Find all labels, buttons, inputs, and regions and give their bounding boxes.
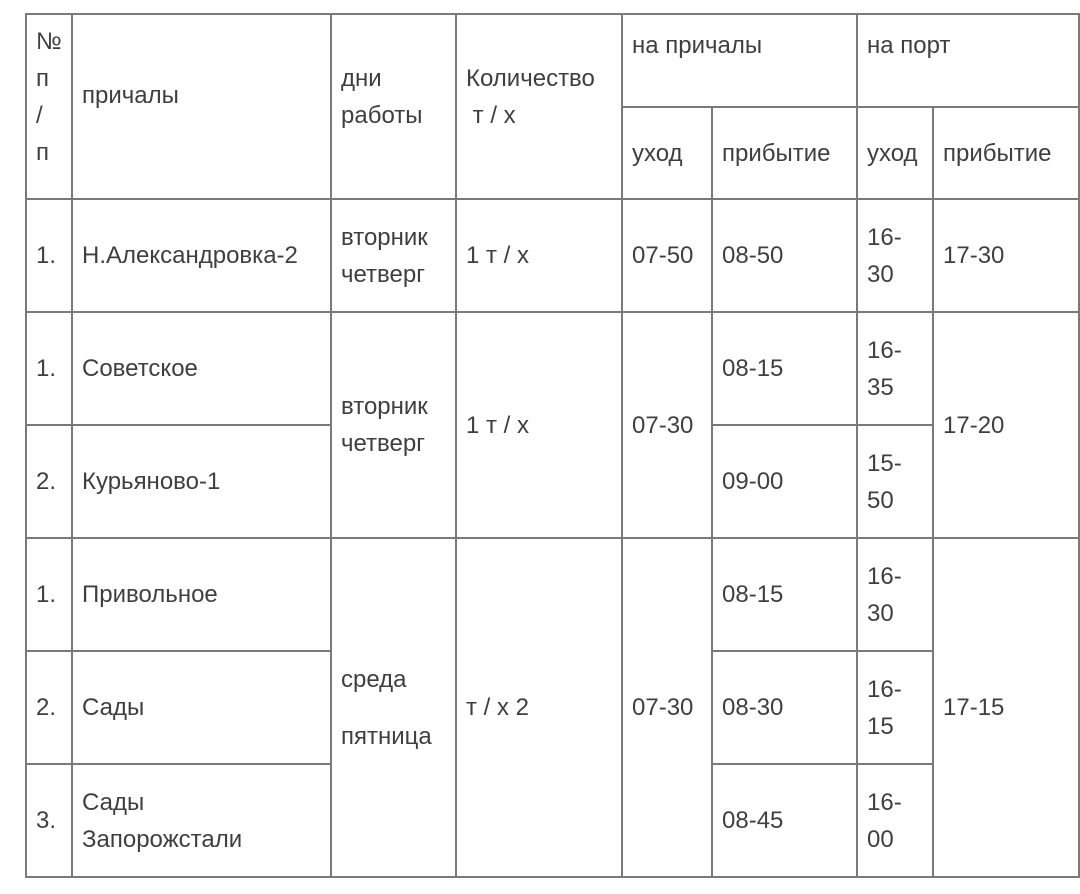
schedule-table	[25, 13, 1080, 878]
row-number	[26, 538, 72, 651]
departure-to-port-line: 50	[867, 486, 894, 514]
header-count	[456, 14, 622, 199]
departure-to-port-line: 30	[867, 599, 894, 627]
departure-to-port-line: 16-	[867, 336, 902, 364]
berth-name-text: Сады	[82, 694, 145, 721]
departure-to-port-line: 16-	[867, 788, 902, 816]
header-departure-port	[857, 107, 933, 199]
header-berths-label: причалы	[82, 82, 179, 109]
departure-to-port	[857, 538, 933, 651]
arrival-at-port-text: 17-15	[943, 694, 1005, 721]
table-row	[26, 199, 1079, 312]
departure-to-port-line: 15	[867, 712, 894, 740]
table-row	[26, 538, 1079, 651]
header-number-cell	[26, 14, 72, 199]
ship-count-text: 1 т / х	[466, 411, 530, 439]
berth-name	[72, 425, 331, 538]
arrival-at-berth	[712, 651, 857, 764]
header-departure-label: уход	[632, 139, 683, 167]
departure-to-berths	[622, 199, 712, 312]
berth-name-text: Сады Запорожстали	[82, 788, 243, 853]
ship-count	[456, 538, 622, 877]
arrival-at-port-text: 17-20	[943, 411, 1005, 439]
header-days-line: дни	[341, 65, 382, 92]
header-arrival-label: прибытие	[943, 139, 1052, 167]
row-number-text: 1.	[36, 242, 57, 269]
arrival-at-port	[933, 199, 1079, 312]
row-number	[26, 199, 72, 312]
work-day: четверг	[341, 430, 425, 457]
header-row-1	[26, 14, 1079, 107]
departure-to-port	[857, 199, 933, 312]
departure-to-port-line: 16-	[867, 675, 902, 703]
arrival-at-berth	[712, 199, 857, 312]
work-days	[331, 199, 456, 312]
arrival-at-berth	[712, 425, 857, 538]
row-number	[26, 425, 72, 538]
arrival-at-berth	[712, 312, 857, 425]
arrival-at-port	[933, 312, 1079, 538]
header-to-port	[857, 14, 1079, 107]
header-departure-berths	[622, 107, 712, 199]
arrival-at-berth-text: 08-50	[722, 242, 784, 269]
header-departure-label: уход	[867, 139, 918, 167]
header-arrival-port	[933, 107, 1079, 199]
berth-name	[72, 538, 331, 651]
work-day: вторник	[341, 393, 428, 420]
ship-count-text: т / х 2	[466, 694, 530, 721]
row-number	[26, 312, 72, 425]
header-num-line: /	[36, 102, 43, 129]
departure-to-port-line: 35	[867, 373, 894, 401]
header-days	[331, 14, 456, 199]
header-num-line: №	[36, 28, 62, 55]
ship-count	[456, 312, 622, 538]
arrival-at-berth	[712, 764, 857, 877]
berth-name-text: Привольное	[82, 581, 218, 608]
arrival-at-berth	[712, 538, 857, 651]
arrival-at-berth-text: 08-30	[722, 694, 784, 721]
header-to-berths	[622, 14, 857, 107]
row-number-text: 2.	[36, 694, 57, 721]
arrival-at-berth-text: 09-00	[722, 468, 784, 495]
berth-name	[72, 651, 331, 764]
departure-to-berths-text: 07-30	[632, 411, 694, 439]
departure-to-berths	[622, 538, 712, 877]
arrival-at-berth-text: 08-15	[722, 355, 784, 382]
departure-to-port	[857, 651, 933, 764]
work-day: среда	[341, 665, 407, 693]
departure-to-port	[857, 425, 933, 538]
departure-to-port-line: 16-	[867, 562, 902, 590]
berth-name-text: Курьяново-1	[82, 468, 221, 495]
arrival-at-port-text: 17-30	[943, 242, 1005, 269]
work-days	[331, 312, 456, 538]
header-to-berths-label: на причалы	[632, 32, 763, 59]
header-days-line: работы	[341, 102, 423, 129]
work-days	[331, 538, 456, 877]
header-arrival-berths	[712, 107, 857, 199]
header-berths	[72, 14, 331, 199]
departure-to-port-line: 30	[867, 260, 894, 288]
departure-to-berths	[622, 312, 712, 538]
departure-to-port	[857, 764, 933, 877]
berth-name	[72, 764, 331, 877]
row-number-text: 1.	[36, 355, 57, 382]
berth-name	[72, 199, 331, 312]
work-day: пятница	[341, 722, 432, 750]
row-number	[26, 651, 72, 764]
departure-to-berths-text: 07-30	[632, 694, 694, 721]
header-count-line: Количество	[466, 65, 595, 92]
header-to-port-label: на порт	[867, 32, 951, 59]
departure-to-port-line: 00	[867, 825, 894, 853]
row-number-text: 1.	[36, 581, 57, 608]
header-num-line: п	[36, 139, 49, 166]
ship-count	[456, 199, 622, 312]
header-arrival-label: прибытие	[722, 139, 831, 167]
berth-name-text: Н.Александровка-2	[82, 242, 298, 269]
header-count-line: т / х	[466, 102, 516, 129]
header-num-line: п	[36, 65, 49, 92]
berth-name	[72, 312, 331, 425]
row-number	[26, 764, 72, 877]
ship-count-text: 1 т / х	[466, 242, 530, 269]
row-number-text: 3.	[36, 807, 57, 834]
departure-to-port	[857, 312, 933, 425]
work-day: четверг	[341, 260, 425, 288]
departure-to-berths-text: 07-50	[632, 242, 694, 269]
row-number-text: 2.	[36, 468, 57, 495]
departure-to-port-line: 15-	[867, 449, 902, 477]
arrival-at-berth-text: 08-45	[722, 807, 784, 834]
table-row	[26, 312, 1079, 425]
arrival-at-port	[933, 538, 1079, 877]
work-day: вторник	[341, 223, 428, 251]
arrival-at-berth-text: 08-15	[722, 581, 784, 608]
departure-to-port-line: 16-	[867, 223, 902, 251]
berth-name-text: Советское	[82, 355, 198, 382]
